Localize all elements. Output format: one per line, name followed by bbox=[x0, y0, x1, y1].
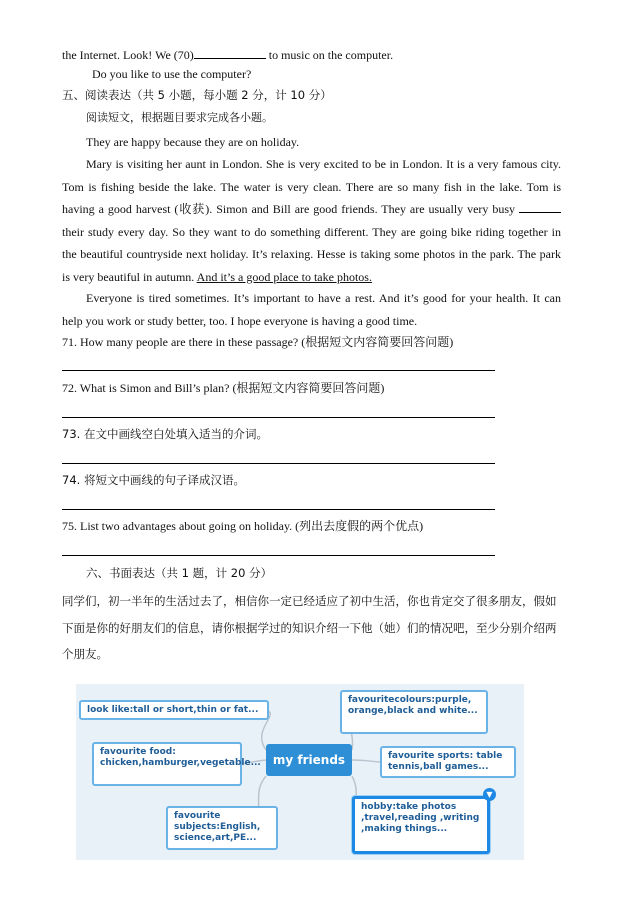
node-look-like[interactable]: look like:tall or short,thin or fat... bbox=[79, 700, 269, 720]
instruction: 阅读短文，根据题目要求完成各小题。 bbox=[86, 111, 273, 124]
section-heading-6: 六、书面表达（共 1 题，计 20 分） bbox=[86, 566, 273, 580]
underlined-sentence: And it’s a good place to take photos. bbox=[196, 269, 372, 284]
chevron-down-icon[interactable]: ▼ bbox=[483, 788, 496, 801]
mind-map bbox=[76, 684, 524, 860]
answer-line-71[interactable] bbox=[62, 370, 495, 371]
line-text: the Internet. Look! We (70) bbox=[62, 48, 194, 62]
answer-line-74[interactable] bbox=[62, 509, 495, 510]
node-favourite-subjects[interactable]: favourite subjects:English, science,art,PE... bbox=[166, 806, 278, 850]
question-75: 75. List two advantages about going on holiday. (列出去度假的两个优点) bbox=[62, 519, 424, 533]
answer-line-73[interactable] bbox=[62, 463, 495, 464]
passage-paragraph-1 bbox=[62, 153, 561, 288]
answer-line-75[interactable] bbox=[62, 555, 495, 556]
passage-line-70 bbox=[62, 47, 393, 63]
line-text: to music on the computer. bbox=[265, 48, 394, 62]
para-text: their study every day. So they want to do something different. They are going bike riding together in the beautiful countryside next holiday. It’s relaxing. Hesse is taking some photos in the park. The park is very beautiful in autumn. bbox=[62, 224, 561, 284]
question-71: 71. How many people are there in these passage? (根据短文内容简要回答问题) bbox=[62, 335, 454, 349]
question-74: 74. 将短文中画线的句子译成汉语。 bbox=[62, 473, 245, 487]
question-72: 72. What is Simon and Bill’s plan? (根据短文内容简要回答问题) bbox=[62, 381, 385, 395]
node-favourite-sports[interactable]: favourite sports: table tennis,ball games... bbox=[380, 746, 516, 778]
answer-blank-73[interactable] bbox=[519, 201, 561, 213]
passage-line: Do you like to use the computer? bbox=[92, 67, 252, 81]
node-favourite-food[interactable]: favourite food: chicken,hamburger,vegetable... bbox=[92, 742, 242, 786]
passage-intro: They are happy because they are on holiday. bbox=[86, 135, 300, 149]
para-text: Mary is visiting her aunt in London. She is very excited to be in London. It is a very famous city. Tom is fishing beside the lake. The water is very clean. There are so many fish in the lake. Tom is having a good harvest (收获). Simon and Bill are good friends. They are usually very busy bbox=[62, 157, 561, 216]
node-center-my-friends[interactable]: my friends bbox=[266, 744, 352, 776]
answer-blank-70[interactable] bbox=[194, 47, 266, 59]
passage-paragraph-2: Everyone is tired sometimes. It’s important to have a rest. And it’s good for your health. It can help you work or study better, too. I hope everyone is having a good time. bbox=[62, 291, 561, 328]
node-hobby[interactable]: hobby:take photos ,travel,reading ,writing ,making things... bbox=[352, 796, 490, 854]
question-73: 73. 在文中画线空白处填入适当的介词。 bbox=[62, 427, 268, 441]
node-favourite-colours[interactable]: favouritecolours:purple, orange,black and white... bbox=[340, 690, 488, 734]
writing-prompt: 同学们，初一半年的生活过去了，相信你一定已经适应了初中生活，你也肯定交了很多朋友，假如下面是你的好朋友们的信息，请你根据学过的知识介绍一下他（她）们的情况吧，至少分别介绍两个朋友。 bbox=[62, 594, 557, 661]
section-heading-5: 五、阅读表达（共 5 小题，每小题 2 分，计 10 分） bbox=[62, 88, 332, 102]
answer-line-72[interactable] bbox=[62, 417, 495, 418]
